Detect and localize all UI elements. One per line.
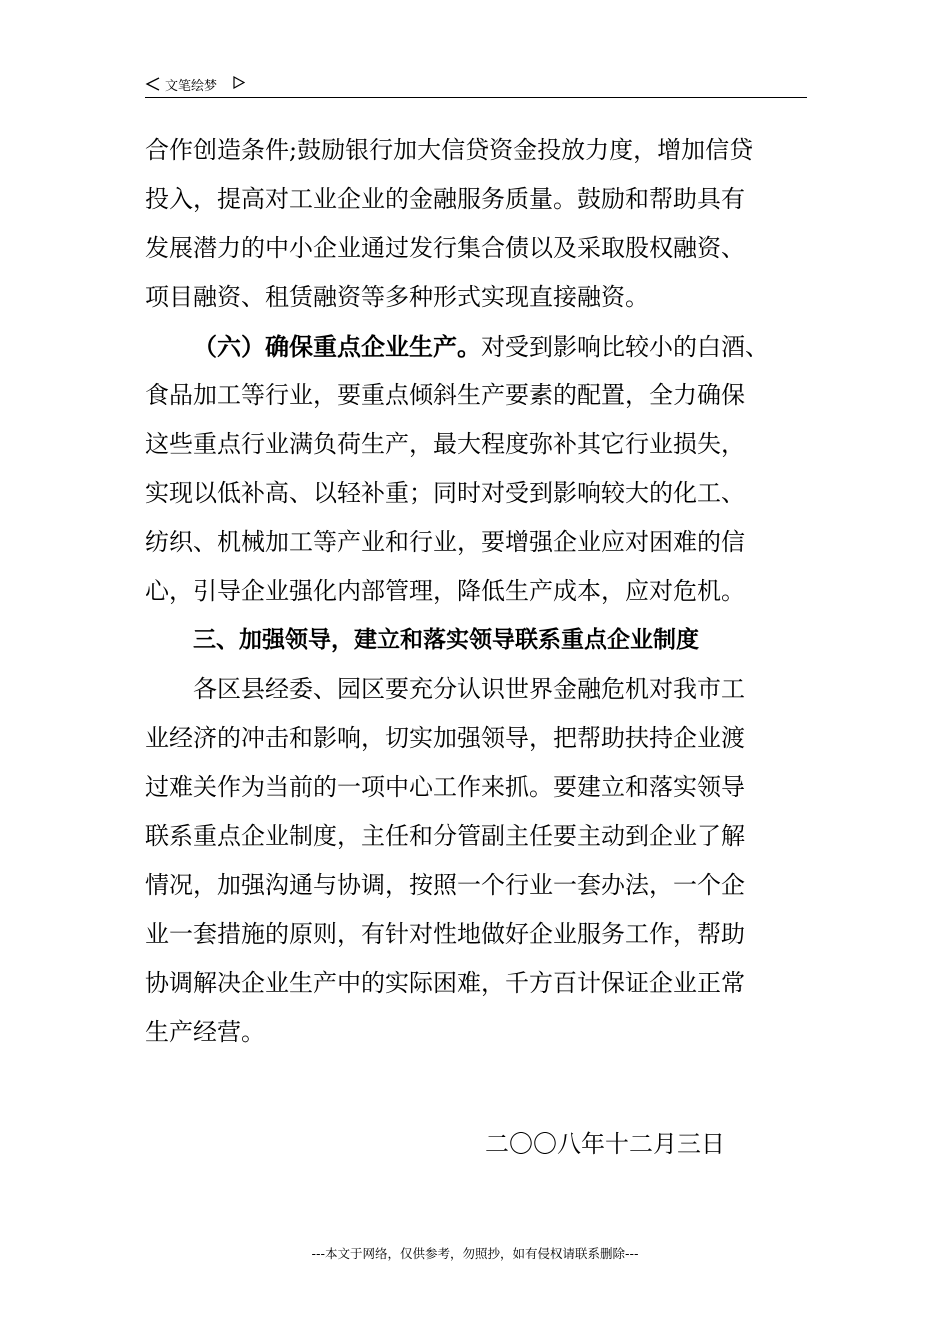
section6-line: 食品加工等行业，要重点倾斜生产要素的配置，全力确保 (145, 381, 745, 409)
page-header (145, 73, 807, 98)
header-title: 文笔绘梦 (165, 79, 218, 94)
section6-title: （六）确保重点企业生产。 (193, 332, 481, 361)
section6-line: 实现以低补高、以轻补重；同时对受到影响较大的化工、 (145, 479, 745, 507)
section6-line: 这些重点行业满负荷生产，最大程度弥补其它行业损失， (145, 430, 745, 458)
page-footer: ---本文于网络，仅供参考，勿照抄，如有侵权请联系删除--- (311, 1246, 639, 1261)
para3-line: 协调解决企业生产中的实际困难，千方百计保证企业正常 (145, 969, 745, 997)
body-line: 合作创造条件;鼓励银行加大信贷资金投放力度，增加信贷 (145, 136, 754, 164)
document-date: 二〇〇八年十二月三日 (485, 1130, 725, 1158)
para3-line: 过难关作为当前的一项中心工作来抓。要建立和落实领导 (145, 773, 745, 801)
para3-line: 业经济的冲击和影响，切实加强领导，把帮助扶持企业渡 (145, 724, 745, 752)
document-body (145, 126, 810, 1057)
body-line: 发展潜力的中小企业通过发行集合债以及采取股权融资、 (145, 234, 745, 262)
body-line: 投入，提高对工业企业的金融服务质量。鼓励和帮助具有 (145, 185, 745, 213)
para3-line: 联系重点企业制度，主任和分管副主任要主动到企业了解 (145, 822, 745, 850)
body-line: 项目融资、租赁融资等多种形式实现直接融资。 (145, 283, 649, 311)
triangle-left-icon (145, 76, 161, 92)
triangle-right-icon (233, 76, 245, 89)
para3-line: 业一套措施的原则，有针对性地做好企业服务工作，帮助 (145, 920, 745, 948)
section6-line: 心，引导企业强化内部管理，降低生产成本，应对危机。 (145, 577, 745, 605)
section6-first-line (145, 322, 810, 371)
section3-heading: 三、加强领导，建立和落实领导联系重点企业制度 (193, 627, 699, 653)
section6-line: 纺织、机械加工等产业和行业，要增强企业应对困难的信 (145, 528, 745, 556)
section6-first-line-rest: 对受到影响比较小的白酒、 (481, 333, 769, 361)
para3-line: 各区县经委、园区要充分认识世界金融危机对我市工 (193, 675, 745, 703)
para3-line: 生产经营。 (145, 1018, 265, 1046)
para3-line: 情况，加强沟通与协调，按照一个行业一套办法，一个企 (145, 871, 745, 899)
